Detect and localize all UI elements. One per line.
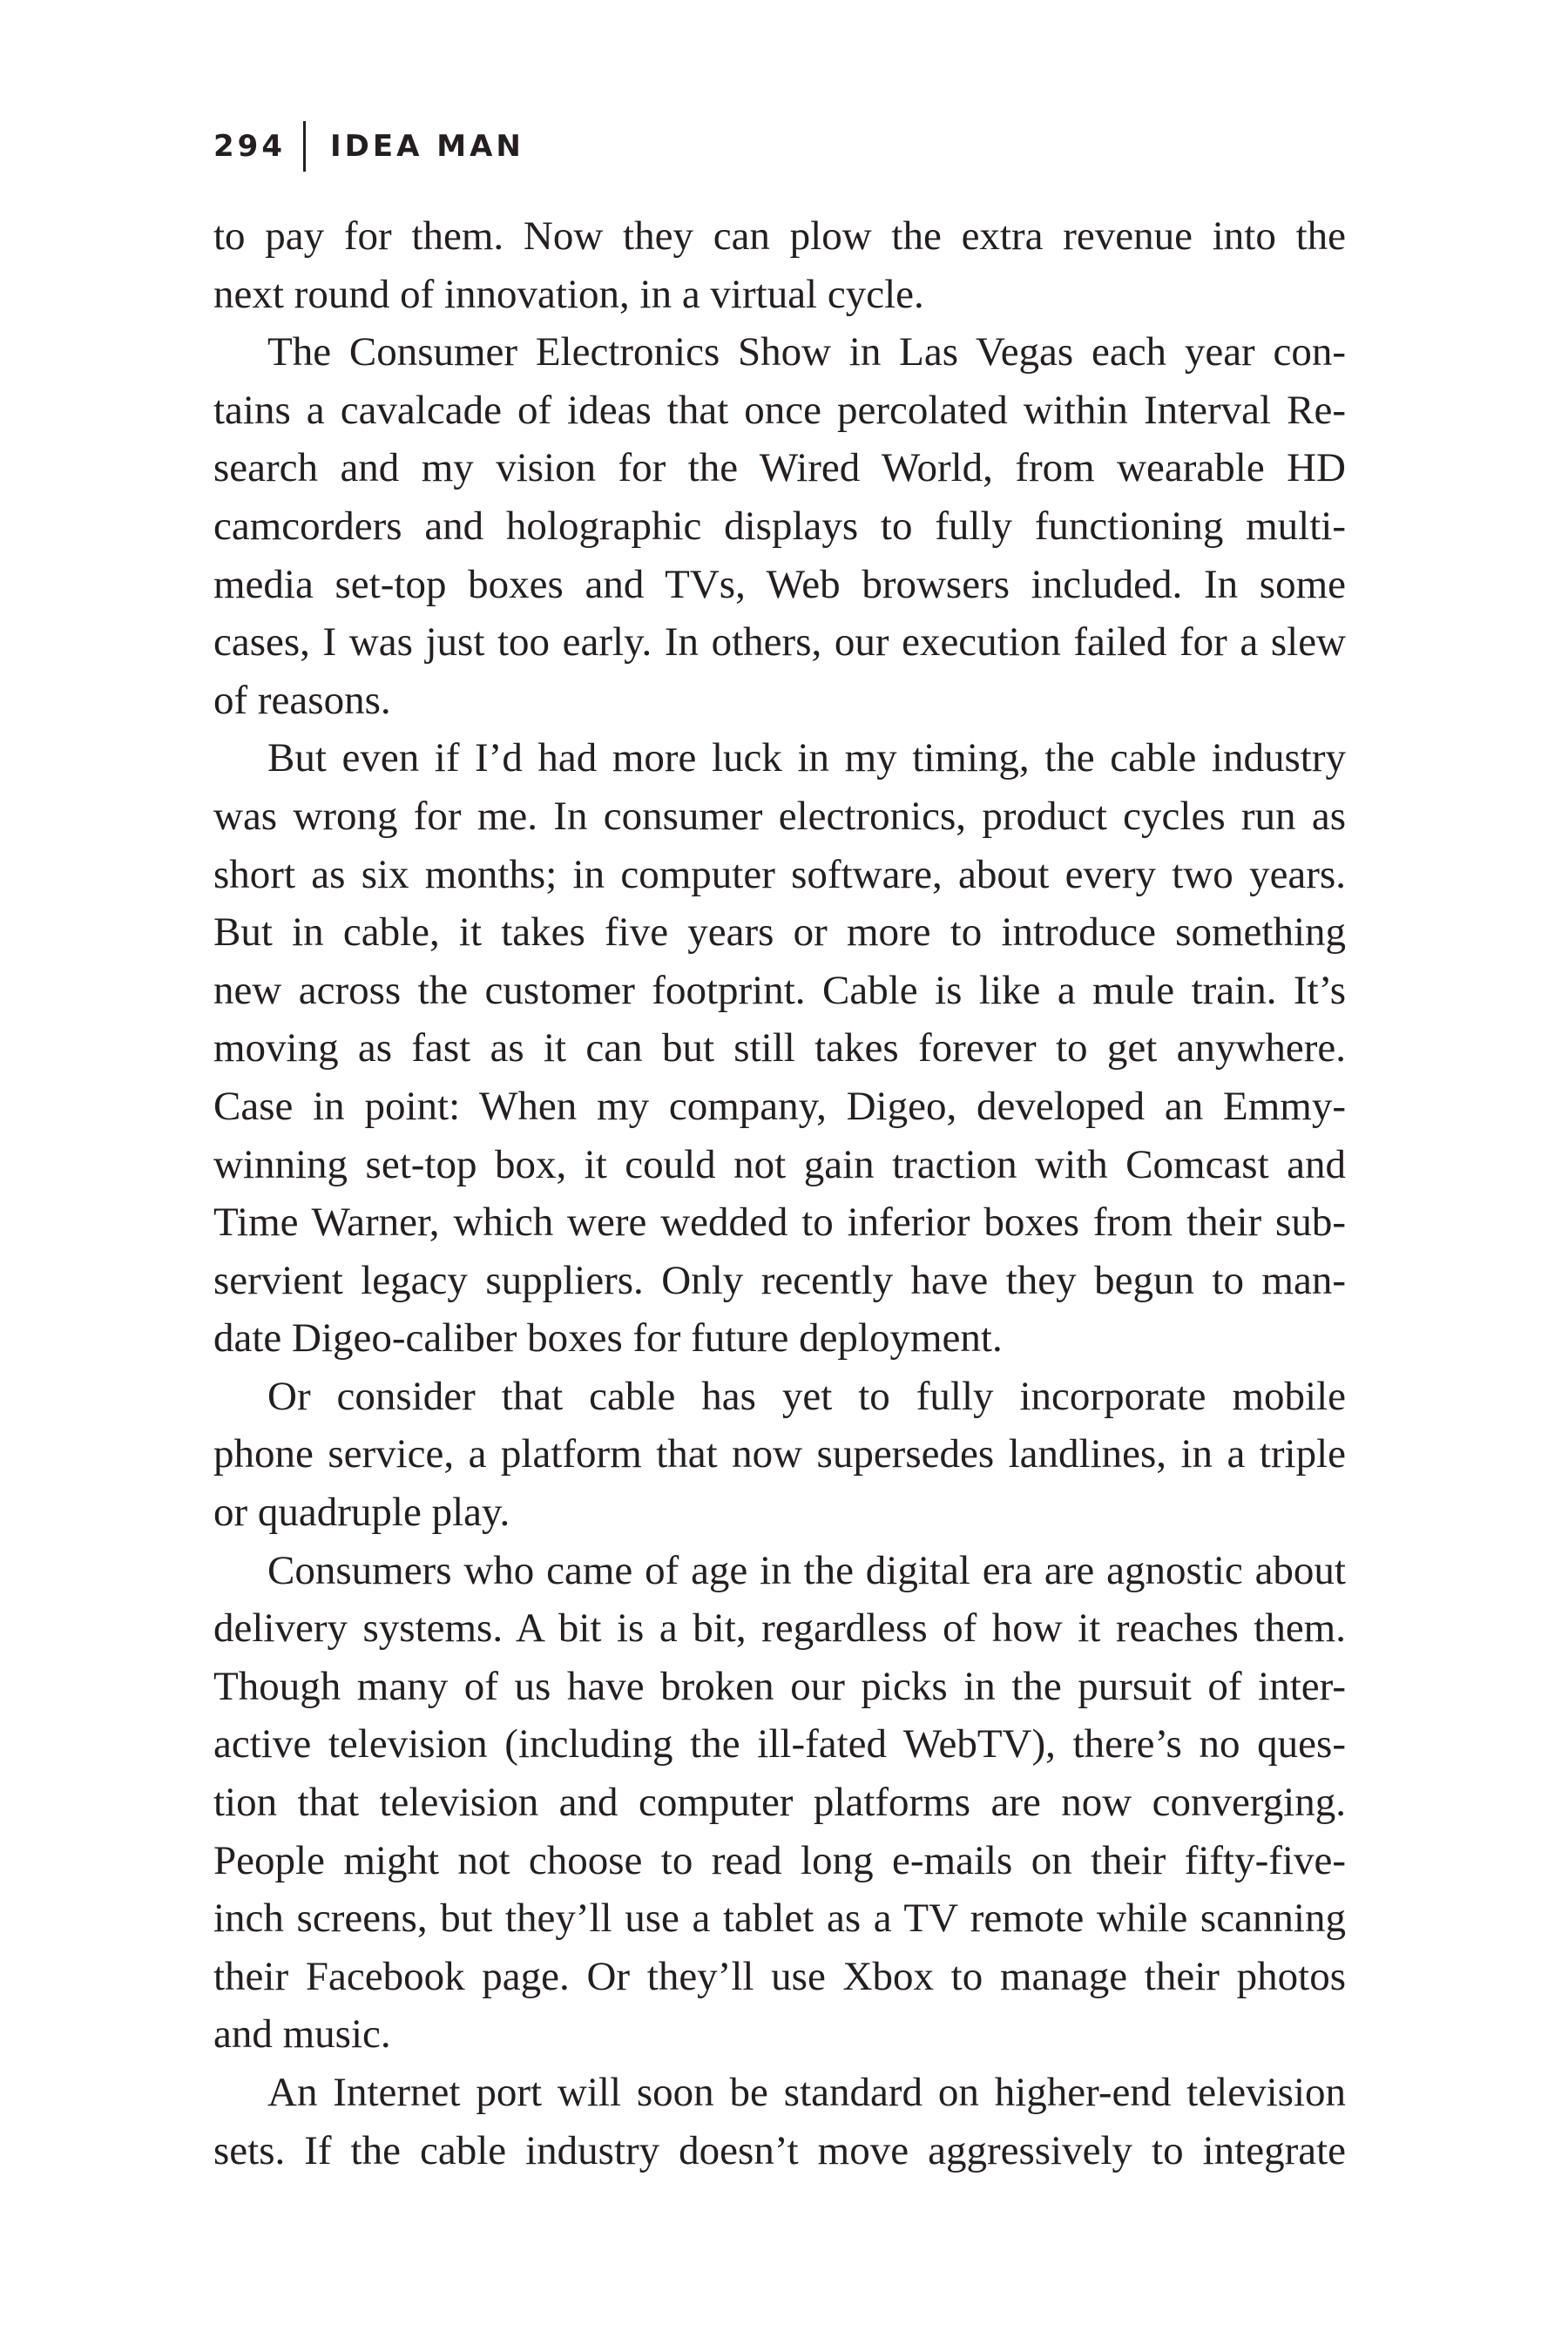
- text-line: But even if I’d had more luck in my timing, the cable industry: [267, 735, 1346, 781]
- text-line: to pay for them. Now they can plow the extra revenue into the: [213, 213, 1346, 259]
- text-line: But in cable, it takes five years or more to introduce something: [213, 909, 1346, 956]
- header-divider: [303, 121, 306, 172]
- running-header: [213, 120, 524, 172]
- running-title: IDEA MAN: [329, 129, 524, 164]
- text-line: active television (including the ill-fated WebTV), there’s no ques-: [213, 1721, 1346, 1767]
- text-line: Time Warner, which were wedded to inferior boxes from their sub-: [213, 1200, 1346, 1246]
- text-line: their Facebook page. Or they’ll use Xbox to manage their photos: [213, 1953, 1346, 1999]
- text-line: Or consider that cable has yet to fully incorporate mobile: [267, 1373, 1346, 1419]
- text-line: delivery systems. A bit is a bit, regardless of how it reaches them.: [213, 1605, 1346, 1652]
- text-line: tion that television and computer platforms are now converging.: [213, 1780, 1346, 1826]
- text-line: An Internet port will soon be standard on higher-end television: [267, 2070, 1346, 2115]
- text-line: phone service, a platform that now supersedes landlines, in a triple: [213, 1431, 1346, 1477]
- page-number: 294: [213, 129, 286, 164]
- text-line: moving as fast as it can but still takes forever to get anywhere.: [213, 1025, 1346, 1071]
- text-line: or quadruple play.: [213, 1490, 510, 1536]
- text-line: Case in point: When my company, Digeo, developed an Emmy-: [213, 1083, 1346, 1129]
- text-line: The Consumer Electronics Show in Las Vegas each year con-: [267, 329, 1346, 375]
- paragraph: [213, 1542, 1346, 2064]
- text-line: inch screens, but they’ll use a tablet as a TV remote while scanning: [213, 1896, 1346, 1942]
- paragraph: [213, 729, 1346, 1368]
- text-line: next round of innovation, in a virtual cycle.: [213, 271, 924, 317]
- text-line: cases, I was just too early. In others, our execution failed for a slew: [213, 619, 1346, 666]
- text-line: of reasons.: [213, 677, 391, 723]
- text-line: winning set-top box, it could not gain traction with Comcast and: [213, 1141, 1346, 1187]
- paragraph: [213, 207, 1346, 323]
- text-line: Though many of us have broken our picks in the pursuit of inter-: [213, 1663, 1346, 1709]
- text-line: People might not choose to read long e-mails on their fifty-five-: [213, 1837, 1346, 1883]
- text-line: tains a cavalcade of ideas that once percolated within Interval Re-: [213, 387, 1346, 433]
- text-line: camcorders and holographic displays to fully functioning multi-: [213, 503, 1346, 549]
- text-line: and music.: [213, 2011, 391, 2058]
- text-line: short as six months; in computer software, about every two years.: [213, 851, 1346, 897]
- text-line: servient legacy suppliers. Only recently have they begun to man-: [213, 1257, 1346, 1303]
- paragraph: [213, 2064, 1346, 2180]
- paragraph: [213, 1368, 1346, 1542]
- text-line: Consumers who came of age in the digital era are agnostic about: [267, 1547, 1346, 1593]
- text-line: media set-top boxes and TVs, Web browsers included. In some: [213, 561, 1346, 607]
- body-text: [213, 207, 1346, 2180]
- text-line: date Digeo-caliber boxes for future deployment.: [213, 1315, 1003, 1362]
- paragraph: [213, 323, 1346, 729]
- text-line: new across the customer footprint. Cable is like a mule train. It’s: [213, 967, 1346, 1013]
- text-line: search and my vision for the Wired World, from wearable HD: [213, 445, 1346, 491]
- text-line: was wrong for me. In consumer electronics, product cycles run as: [213, 793, 1346, 839]
- text-line: sets. If the cable industry doesn’t move aggressively to integrate: [213, 2127, 1346, 2173]
